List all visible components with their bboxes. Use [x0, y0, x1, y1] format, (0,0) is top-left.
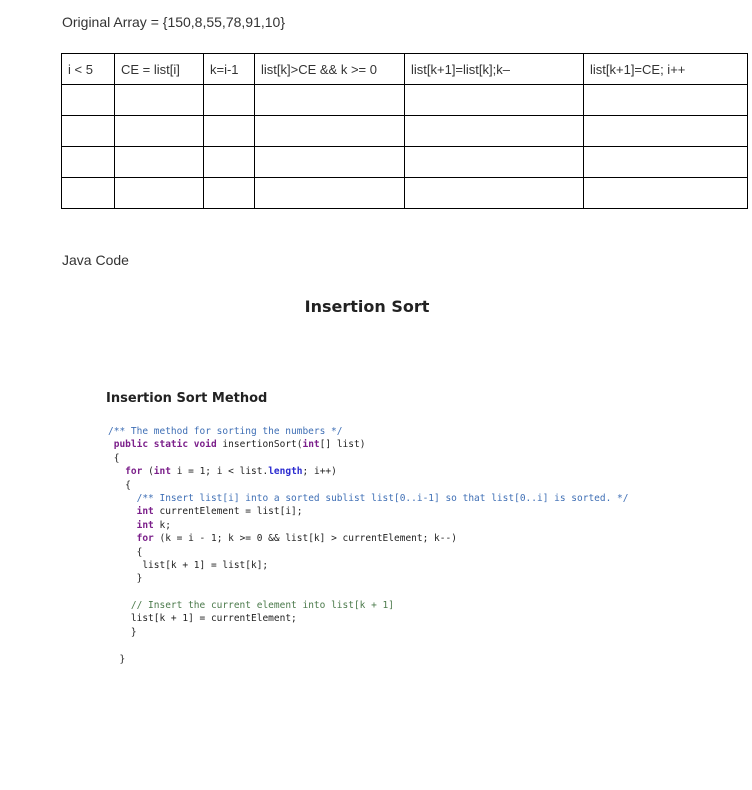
table-row: [62, 116, 748, 147]
original-array-label: Original Array = {150,8,55,78,91,10}: [62, 14, 285, 30]
code-text: {: [113, 452, 120, 464]
header-cell: k=i-1: [204, 54, 255, 85]
header-cell: list[k+1]=CE; i++: [584, 54, 748, 85]
code-line: [108, 492, 629, 505]
table-cell[interactable]: [255, 116, 405, 147]
code-text: list[k + 1] = list[k];: [142, 559, 269, 571]
table-cell[interactable]: [204, 85, 255, 116]
code-line: [108, 479, 629, 492]
code-line: [108, 438, 629, 451]
header-cell: CE = list[i]: [115, 54, 204, 85]
code-text: k;: [159, 519, 171, 531]
header-cell: i < 5: [62, 54, 115, 85]
table-row: [62, 178, 748, 209]
table-cell[interactable]: [584, 178, 748, 209]
code-line: [108, 639, 629, 652]
table-cell[interactable]: [62, 147, 115, 178]
code-text: ; i++): [302, 466, 337, 478]
code-block: [108, 425, 629, 666]
method-title: Insertion Sort Method: [106, 391, 268, 406]
table-cell[interactable]: [255, 147, 405, 178]
table-cell[interactable]: [405, 85, 584, 116]
code-line: [108, 425, 629, 438]
code-keyword: int: [136, 519, 160, 531]
table-cell[interactable]: [62, 85, 115, 116]
code-line: [108, 505, 629, 518]
code-text: }: [136, 573, 143, 585]
table-cell[interactable]: [115, 178, 204, 209]
code-text: }: [119, 653, 126, 665]
code-comment: /** The method for sorting the numbers */: [108, 426, 343, 437]
section-title: Insertion Sort: [304, 297, 430, 316]
code-line: [108, 546, 629, 559]
code-text: (: [148, 466, 154, 478]
code-line: [108, 612, 629, 625]
table-cell[interactable]: [584, 85, 748, 116]
code-keyword: int: [153, 466, 177, 478]
table-cell[interactable]: [115, 116, 204, 147]
code-keyword: int: [302, 439, 320, 451]
table-cell[interactable]: [405, 116, 584, 147]
code-keyword: for: [136, 533, 160, 545]
code-comment: /** Insert list[i] into a sorted sublist list[0..i-1] so that list[0..i] is sorted. */: [136, 492, 629, 504]
table-cell[interactable]: [204, 116, 255, 147]
table-cell[interactable]: [584, 147, 748, 178]
table-cell[interactable]: [405, 178, 584, 209]
code-comment: // Insert the current element into list[k + 1]: [130, 600, 394, 612]
table-cell[interactable]: [115, 147, 204, 178]
code-text: }: [130, 626, 137, 638]
table-cell[interactable]: [115, 85, 204, 116]
code-keyword: int: [136, 506, 160, 518]
table-cell[interactable]: [255, 85, 405, 116]
table-cell[interactable]: [62, 178, 115, 209]
header-cell: list[k+1]=list[k];k–: [405, 54, 584, 85]
code-line: [108, 452, 629, 465]
code-line: [108, 465, 629, 478]
table-cell[interactable]: [62, 116, 115, 147]
trace-table: [61, 53, 748, 209]
code-field: length: [268, 466, 303, 478]
table-cell[interactable]: [405, 147, 584, 178]
code-text: i = 1; i < list.: [176, 466, 269, 478]
code-text: [] list): [319, 439, 366, 451]
table-cell[interactable]: [584, 116, 748, 147]
code-line: [108, 599, 629, 612]
code-line: [108, 626, 629, 639]
code-line: [108, 653, 629, 666]
table-row: [62, 85, 748, 116]
code-text: {: [136, 546, 143, 558]
table-row: [62, 147, 748, 178]
table-cell[interactable]: [204, 147, 255, 178]
code-text: insertionSort(: [222, 439, 303, 451]
table-cell[interactable]: [204, 178, 255, 209]
code-text: {: [125, 479, 131, 491]
table-header-row: [62, 54, 748, 85]
table-cell[interactable]: [255, 178, 405, 209]
header-cell: list[k]>CE && k >= 0: [255, 54, 405, 85]
java-code-label: Java Code: [62, 252, 129, 268]
code-line: [108, 559, 629, 572]
code-line: [108, 572, 629, 585]
code-text: (k = i - 1; k >= 0 && list[k] > currentElement; k--): [159, 533, 457, 545]
code-line: [108, 532, 629, 545]
code-line: [108, 586, 629, 599]
code-text: currentElement = list[i];: [159, 506, 303, 518]
code-keyword: public static void: [113, 439, 223, 451]
code-keyword: for: [125, 466, 149, 478]
code-text: list[k + 1] = currentElement;: [130, 613, 297, 625]
code-line: [108, 519, 629, 532]
